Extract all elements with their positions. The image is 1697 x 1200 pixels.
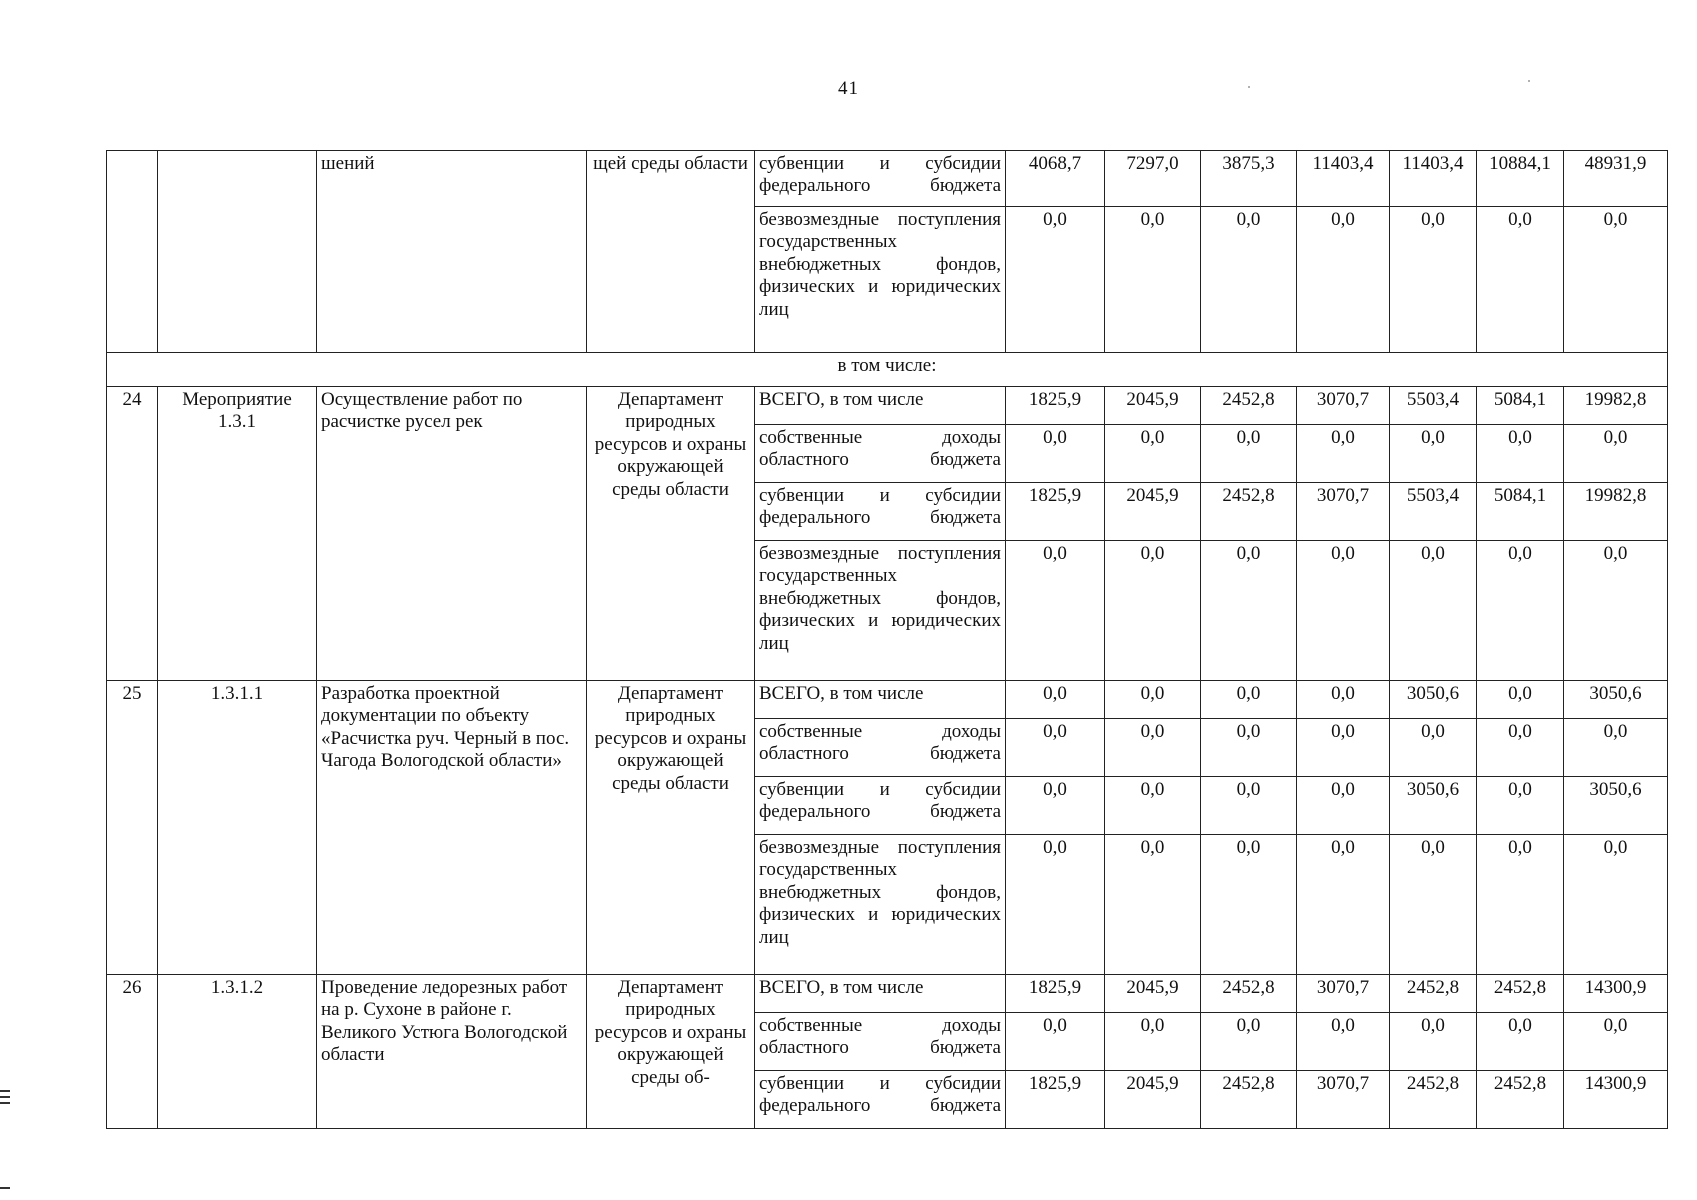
funding-source: субвенции и субсидии федерального бюджета: [755, 483, 1006, 541]
scan-speck: [1528, 80, 1530, 82]
value-cell: 0,0: [1477, 541, 1564, 681]
event-name: Разработка проектной документации по объекту «Расчистка руч. Черный в пос. Чагода Вологодской области»: [317, 681, 587, 975]
value-cell: 0,0: [1297, 1013, 1390, 1071]
event-code: 1.3.1.1: [158, 681, 317, 975]
value-cell: 0,0: [1390, 1013, 1477, 1071]
value-cell: 10884,1: [1477, 151, 1564, 207]
event-name: Проведение ледорезных работ на р. Сухоне в районе г. Великого Устюга Вологодской области: [317, 975, 587, 1129]
value-cell: 3070,7: [1297, 387, 1390, 425]
funding-source: ВСЕГО, в том числе: [755, 681, 1006, 719]
value-cell: 5084,1: [1477, 387, 1564, 425]
value-cell: 0,0: [1006, 541, 1105, 681]
value-cell: 2452,8: [1201, 483, 1297, 541]
value-cell: 0,0: [1297, 835, 1390, 975]
value-cell: 0,0: [1564, 1013, 1668, 1071]
funding-source: ВСЕГО, в том числе: [755, 387, 1006, 425]
code-cell: [158, 151, 317, 353]
funding-source: безвозмездные поступления государственных внебюджетных фондов, физических и юридических лиц: [755, 541, 1006, 681]
value-cell: 2045,9: [1105, 387, 1201, 425]
value-cell: 19982,8: [1564, 387, 1668, 425]
value-cell: 2452,8: [1477, 975, 1564, 1013]
value-cell: 0,0: [1297, 207, 1390, 353]
value-cell: 0,0: [1477, 777, 1564, 835]
value-cell: 3050,6: [1390, 681, 1477, 719]
value-cell: 0,0: [1297, 541, 1390, 681]
value-cell: 0,0: [1564, 835, 1668, 975]
value-cell: 0,0: [1105, 719, 1201, 777]
value-cell: 0,0: [1201, 681, 1297, 719]
event-name: Осуществление работ по расчистке русел рек: [317, 387, 587, 681]
value-cell: 3050,6: [1564, 681, 1668, 719]
value-cell: 0,0: [1201, 835, 1297, 975]
value-cell: 2452,8: [1390, 1071, 1477, 1129]
value-cell: 19982,8: [1564, 483, 1668, 541]
value-cell: 3875,3: [1201, 151, 1297, 207]
section-divider: в том числе:: [107, 353, 1668, 387]
value-cell: 5084,1: [1477, 483, 1564, 541]
budget-table: [106, 150, 1668, 1129]
value-cell: 0,0: [1477, 681, 1564, 719]
event-code: 1.3.1.2: [158, 975, 317, 1129]
value-cell: 1825,9: [1006, 1071, 1105, 1129]
value-cell: 1825,9: [1006, 483, 1105, 541]
value-cell: 0,0: [1105, 681, 1201, 719]
value-cell: 0,0: [1105, 777, 1201, 835]
value-cell: 11403,4: [1390, 151, 1477, 207]
value-cell: 0,0: [1105, 541, 1201, 681]
value-cell: 0,0: [1201, 1013, 1297, 1071]
row-number: 26: [107, 975, 158, 1129]
value-cell: 3070,7: [1297, 975, 1390, 1013]
value-cell: 0,0: [1297, 425, 1390, 483]
value-cell: 3050,6: [1390, 777, 1477, 835]
scan-margin-mark: [0, 1102, 10, 1104]
funding-source: субвенции и субсидии федерального бюджета: [755, 151, 1006, 207]
responsible-dept: Департамент природных ресурсов и охраны окружающей среды области: [587, 387, 755, 681]
funding-source: собственные доходы областного бюджета: [755, 1013, 1006, 1071]
value-cell: 0,0: [1390, 425, 1477, 483]
value-cell: 0,0: [1006, 835, 1105, 975]
value-cell: 14300,9: [1564, 1071, 1668, 1129]
value-cell: 0,0: [1201, 425, 1297, 483]
funding-source: субвенции и субсидии федерального бюджета: [755, 1071, 1006, 1129]
value-cell: 0,0: [1006, 425, 1105, 483]
value-cell: 0,0: [1477, 719, 1564, 777]
value-cell: 5503,4: [1390, 387, 1477, 425]
value-cell: 0,0: [1105, 425, 1201, 483]
value-cell: 0,0: [1201, 777, 1297, 835]
value-cell: 2452,8: [1201, 1071, 1297, 1129]
responsible-dept: Департамент природных ресурсов и охраны окружающей среды об-: [587, 975, 755, 1129]
value-cell: 3070,7: [1297, 483, 1390, 541]
value-cell: 0,0: [1564, 719, 1668, 777]
value-cell: 0,0: [1477, 207, 1564, 353]
value-cell: 1825,9: [1006, 387, 1105, 425]
value-cell: 7297,0: [1105, 151, 1201, 207]
value-cell: 0,0: [1006, 207, 1105, 353]
value-cell: 0,0: [1564, 207, 1668, 353]
row-number: 25: [107, 681, 158, 975]
value-cell: 0,0: [1297, 681, 1390, 719]
responsible-dept: Департамент природных ресурсов и охраны окружающей среды области: [587, 681, 755, 975]
value-cell: 0,0: [1390, 541, 1477, 681]
value-cell: 0,0: [1477, 425, 1564, 483]
event-name: шений: [317, 151, 587, 353]
value-cell: 0,0: [1390, 719, 1477, 777]
value-cell: 2452,8: [1477, 1071, 1564, 1129]
value-cell: 0,0: [1201, 719, 1297, 777]
value-cell: 2452,8: [1201, 387, 1297, 425]
row-number-cell: [107, 151, 158, 353]
value-cell: 2045,9: [1105, 975, 1201, 1013]
value-cell: 0,0: [1564, 425, 1668, 483]
value-cell: 0,0: [1477, 1013, 1564, 1071]
funding-source: собственные доходы областного бюджета: [755, 719, 1006, 777]
table-row: [107, 151, 1668, 207]
table-row: [107, 353, 1668, 387]
event-code: Мероприятие 1.3.1: [158, 387, 317, 681]
value-cell: 1825,9: [1006, 975, 1105, 1013]
value-cell: 0,0: [1297, 719, 1390, 777]
scan-margin-mark: [0, 1187, 10, 1189]
value-cell: 0,0: [1006, 719, 1105, 777]
scan-speck: [1248, 86, 1250, 88]
value-cell: 2045,9: [1105, 483, 1201, 541]
page-number: 41: [838, 78, 859, 99]
value-cell: 3050,6: [1564, 777, 1668, 835]
value-cell: 0,0: [1105, 1013, 1201, 1071]
value-cell: 2452,8: [1390, 975, 1477, 1013]
value-cell: 0,0: [1297, 777, 1390, 835]
responsible-dept: щей среды области: [587, 151, 755, 353]
value-cell: 0,0: [1006, 777, 1105, 835]
value-cell: 0,0: [1390, 835, 1477, 975]
value-cell: 3070,7: [1297, 1071, 1390, 1129]
value-cell: 0,0: [1477, 835, 1564, 975]
value-cell: 0,0: [1105, 207, 1201, 353]
value-cell: 0,0: [1390, 207, 1477, 353]
value-cell: 0,0: [1201, 207, 1297, 353]
value-cell: 11403,4: [1297, 151, 1390, 207]
value-cell: 0,0: [1006, 1013, 1105, 1071]
value-cell: 0,0: [1006, 681, 1105, 719]
value-cell: 2452,8: [1201, 975, 1297, 1013]
funding-source: собственные доходы областного бюджета: [755, 425, 1006, 483]
value-cell: 0,0: [1105, 835, 1201, 975]
value-cell: 5503,4: [1390, 483, 1477, 541]
value-cell: 2045,9: [1105, 1071, 1201, 1129]
funding-source: субвенции и субсидии федерального бюджета: [755, 777, 1006, 835]
value-cell: 48931,9: [1564, 151, 1668, 207]
value-cell: 0,0: [1201, 541, 1297, 681]
table-row: [107, 387, 1668, 425]
value-cell: 14300,9: [1564, 975, 1668, 1013]
scan-margin-mark: [0, 1096, 10, 1098]
value-cell: 4068,7: [1006, 151, 1105, 207]
row-number: 24: [107, 387, 158, 681]
table-row: [107, 681, 1668, 719]
table-row: [107, 975, 1668, 1013]
value-cell: 0,0: [1564, 541, 1668, 681]
scan-margin-mark: [0, 1090, 10, 1092]
funding-source: безвозмездные поступления государственных внебюджетных фондов, физических и юридических лиц: [755, 835, 1006, 975]
funding-source: ВСЕГО, в том числе: [755, 975, 1006, 1013]
funding-source: безвозмездные поступления государственных внебюджетных фондов, физических и юридических лиц: [755, 207, 1006, 353]
